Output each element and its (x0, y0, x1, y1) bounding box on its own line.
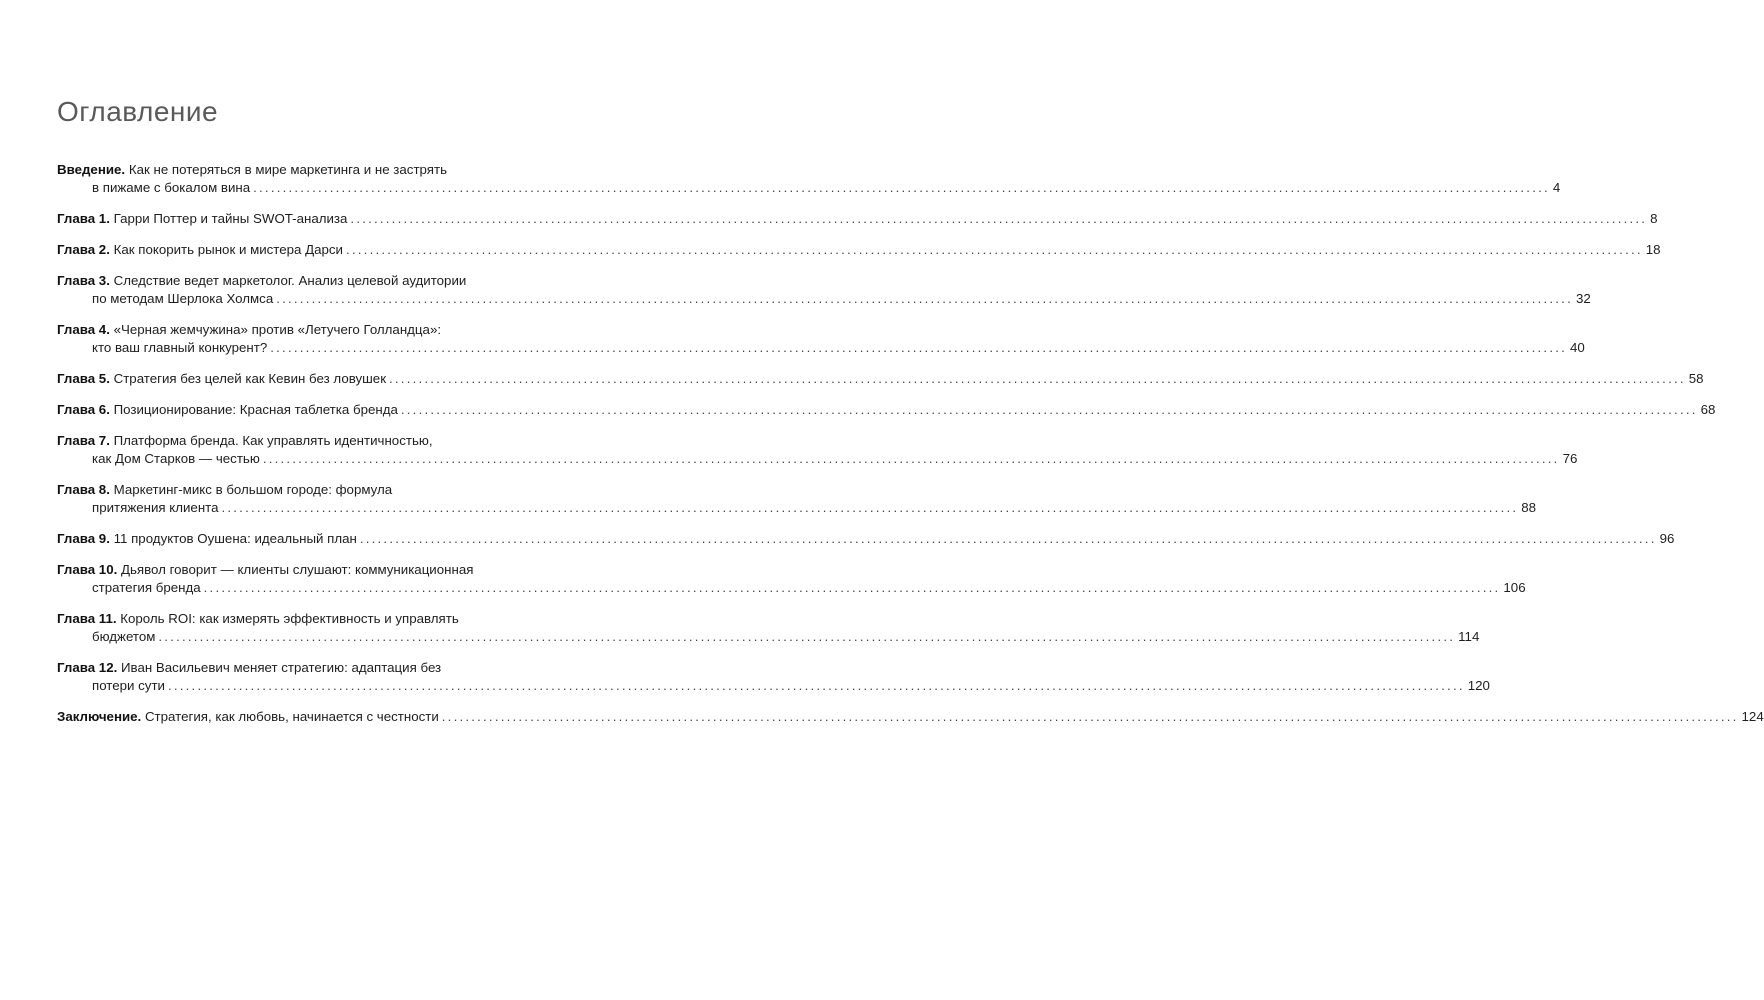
page-number: 106 (1503, 580, 1526, 595)
dot-leader: ............................................................................................................................................................................................................................ (400, 402, 1698, 417)
toc-entry-leader-line (57, 450, 1578, 468)
chapter-label: Глава 9. (57, 531, 110, 546)
chapter-title (92, 579, 201, 597)
chapter-title (57, 241, 343, 259)
toc-entry-leader-line (57, 241, 1661, 259)
toc-entry[interactable] (57, 272, 1591, 308)
toc-entry-first-line (57, 610, 564, 628)
chapter-label: Глава 3. (57, 273, 110, 288)
dot-leader: ............................................................................................................................................................................................................................ (359, 531, 1657, 546)
chapter-title (92, 179, 250, 197)
dot-leader: ............................................................................................................................................................................................................................ (350, 211, 1648, 226)
page-number: 32 (1575, 291, 1591, 306)
chapter-title (57, 370, 386, 388)
chapter-title (92, 339, 267, 357)
chapter-label: Глава 7. (57, 433, 110, 448)
toc-entry-first-line (57, 561, 564, 579)
page-number: 58 (1688, 371, 1704, 386)
page-number: 76 (1562, 451, 1578, 466)
toc-entry-leader-line (57, 210, 1658, 228)
dot-leader: ............................................................................................................................................................................................................................ (441, 709, 1739, 724)
toc-entry-leader-line (57, 677, 1490, 695)
chapter-title-part: бюджетом (92, 629, 156, 644)
chapter-title-part: как Дом Старков — честью (92, 451, 260, 466)
toc-entry[interactable] (57, 659, 1490, 695)
chapter-title-part: в пижаме с бокалом вина (92, 180, 251, 195)
chapter-title-part: по методам Шерлока Холмса (92, 291, 274, 306)
chapter-title-part: Король ROI: как измерять эффективность и управлять (120, 611, 459, 626)
toc-entry-first-line (57, 481, 564, 499)
chapter-label: Глава 5. (57, 371, 110, 386)
page-number: 68 (1700, 402, 1716, 417)
toc-entry[interactable] (57, 161, 1561, 197)
dot-leader: ............................................................................................................................................................................................................................ (203, 580, 1501, 595)
chapter-title (57, 210, 347, 228)
chapter-label: Глава 6. (57, 402, 110, 417)
chapter-label: Глава 4. (57, 322, 110, 337)
dot-leader: ............................................................................................................................................................................................................................ (270, 340, 1568, 355)
toc-entry-leader-line (57, 290, 1591, 308)
toc-entry[interactable] (57, 432, 1578, 468)
chapter-title-part: стратегия бренда (92, 580, 201, 595)
dot-leader: ............................................................................................................................................................................................................................ (221, 500, 1519, 515)
toc-entry-first-line (57, 272, 564, 290)
chapter-label: Глава 8. (57, 482, 110, 497)
page-number: 88 (1521, 500, 1537, 515)
page-title: Оглавление (57, 96, 219, 127)
page-number: 96 (1659, 531, 1675, 546)
toc-entry-first-line (57, 321, 564, 339)
dot-leader: ............................................................................................................................................................................................................................ (158, 629, 1456, 644)
chapter-title (92, 628, 155, 646)
chapter-title-part: Дьявол говорит — клиенты слушают: коммуникационная (121, 562, 474, 577)
chapter-title (92, 450, 260, 468)
chapter-label: Глава 12. (57, 660, 118, 675)
chapter-title-part: Платформа бренда. Как управлять идентичностью, (113, 433, 433, 448)
toc-entry-leader-line (57, 708, 1764, 726)
toc-entry[interactable] (57, 210, 1658, 228)
chapter-title (57, 530, 357, 548)
toc-entry-leader-line (57, 179, 1561, 197)
page-number: 4 (1552, 180, 1561, 195)
chapter-title-part: Маркетинг-микс в большом городе: формула (113, 482, 393, 497)
chapter-label: Заключение. (57, 709, 142, 724)
toc-entry-leader-line (57, 401, 1716, 419)
chapter-title (92, 677, 165, 695)
toc-entry-first-line (57, 161, 564, 179)
toc-entry-leader-line (57, 579, 1526, 597)
toc-entry-leader-line (57, 370, 1704, 388)
toc-entry[interactable] (57, 321, 1585, 357)
toc-entry-leader-line (57, 339, 1585, 357)
chapter-title-part: Стратегия, как любовь, начинается с честности (144, 709, 439, 724)
dot-leader: ............................................................................................................................................................................................................................ (346, 242, 1643, 257)
toc-entry-first-line (57, 659, 564, 677)
page-number: 40 (1570, 340, 1585, 355)
dot-leader: ............................................................................................................................................................................................................................ (262, 451, 1560, 466)
chapter-title-part: кто ваш главный конкурент? (92, 340, 268, 355)
dot-leader: ............................................................................................................................................................................................................................ (389, 371, 1686, 386)
chapter-label: Глава 10. (57, 562, 118, 577)
chapter-label: Глава 11. (57, 611, 117, 626)
page-number: 114 (1458, 629, 1480, 644)
toc-entry[interactable] (57, 401, 1716, 419)
chapter-title-part: Как не потеряться в мире маркетинга и не застрять (128, 162, 447, 177)
toc-entry[interactable] (57, 561, 1526, 597)
toc-entry[interactable] (57, 241, 1661, 259)
chapter-title-part: Иван Васильевич меняет стратегию: адаптация без (121, 660, 442, 675)
chapter-title-part: Следствие ведет маркетолог. Анализ целевой аудитории (113, 273, 467, 288)
chapter-title-part: Позиционирование: Красная таблетка бренда (113, 402, 398, 417)
page-number: 124 (1741, 709, 1764, 724)
chapter-label: Глава 1. (57, 211, 110, 226)
chapter-title (92, 499, 219, 517)
page-number: 120 (1467, 678, 1490, 693)
chapter-title-part: притяжения клиента (92, 500, 219, 515)
toc-entry-leader-line (57, 628, 1480, 646)
chapter-label: Введение. (57, 162, 126, 177)
chapter-title-part: Гарри Поттер и тайны SWOT-анализа (113, 211, 348, 226)
chapter-title-part: Стратегия без целей как Кевин без ловушек (113, 371, 387, 386)
toc-entry[interactable] (57, 481, 1537, 517)
chapter-label: Глава 2. (57, 242, 110, 257)
toc-entry[interactable] (57, 708, 1764, 726)
toc-list (57, 161, 1764, 726)
toc-entry[interactable] (57, 610, 1480, 646)
toc-entry[interactable] (57, 370, 1704, 388)
page-number: 18 (1645, 242, 1661, 257)
chapter-title (92, 290, 273, 308)
toc-entry-first-line (57, 432, 564, 450)
dot-leader: ............................................................................................................................................................................................................................ (167, 678, 1465, 693)
toc-entry[interactable] (57, 530, 1675, 548)
chapter-title (57, 708, 439, 726)
chapter-title-part: потери сути (92, 678, 165, 693)
toc-entry-leader-line (57, 530, 1675, 548)
page-number: 8 (1650, 211, 1658, 226)
dot-leader: ............................................................................................................................................................................................................................ (253, 180, 1550, 195)
chapter-title-part: «Черная жемчужина» против «Летучего Голландца»: (113, 322, 442, 337)
toc-entry-leader-line (57, 499, 1537, 517)
chapter-title-part: Как покорить рынок и мистера Дарси (113, 242, 343, 257)
chapter-title (57, 401, 398, 419)
chapter-title-part: 11 продуктов Оушена: идеальный план (113, 531, 357, 546)
dot-leader: ............................................................................................................................................................................................................................ (276, 291, 1573, 306)
